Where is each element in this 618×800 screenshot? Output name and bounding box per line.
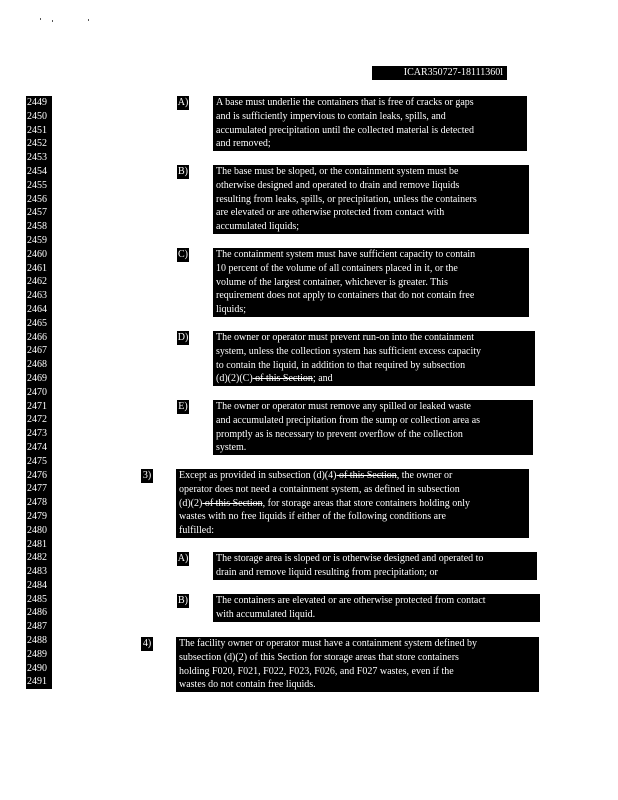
text-line: wastes do not contain free liquids. (179, 679, 316, 691)
para-label-3b: B) (178, 595, 188, 606)
page-header-citation: ICAR350727-18111360l (372, 66, 507, 80)
paragraph-a (213, 96, 527, 151)
line-number: 2451 (27, 124, 47, 136)
struck-text: of this Section (336, 470, 397, 481)
para-label-e: E) (178, 401, 188, 412)
text-line: with accumulated liquid. (216, 608, 316, 620)
text-line: to contain the liquid, in addition to that required by subsection (216, 359, 466, 371)
line-number: 2472 (27, 414, 47, 426)
line-number: 2480 (27, 524, 47, 536)
text-line: holding F020, F021, F022, F023, F026, and F027 wastes, even if the (179, 665, 454, 677)
line-number: 2462 (27, 276, 47, 288)
text-line: The base must be sloped, or the containment system must be (216, 166, 459, 177)
line-number: 2457 (27, 207, 47, 219)
paragraph-c (213, 248, 529, 317)
line-number: 2459 (27, 234, 47, 246)
line-number: 2471 (27, 400, 47, 412)
line-number: 2483 (27, 566, 47, 578)
text-line: accumulated liquids; (216, 221, 300, 233)
scan-speck (40, 18, 41, 20)
text-line: resulting from leaks, spills, or precipitation, unless the containers (216, 193, 477, 205)
text-line: and is sufficiently impervious to contain leaks, spills, and (216, 110, 446, 122)
line-number: 2469 (27, 372, 47, 384)
struck-text: of this Section (252, 373, 313, 385)
line-number: 2465 (27, 317, 47, 329)
line-number: 2456 (27, 193, 47, 205)
line-number: 2487 (27, 621, 47, 633)
paragraph-3a (213, 552, 537, 580)
line-number: 2489 (27, 648, 47, 660)
line-number: 2482 (27, 552, 47, 564)
text-line: The owner or operator must remove any spilled or leaked waste (216, 401, 471, 412)
text-line: and removed; (216, 138, 271, 150)
line-number: 2467 (27, 345, 47, 357)
line-number: 2488 (27, 635, 47, 647)
text-line: The owner or operator must prevent run-on into the containment (216, 332, 474, 343)
text-fragment: (d)(2)(C) (216, 373, 253, 385)
para-label-d: D) (177, 332, 189, 343)
text-line: and accumulated precipitation from the sump or collection area as (216, 414, 481, 426)
text-fragment: (d)(2) (179, 497, 203, 509)
para-label-b: B) (178, 166, 188, 177)
line-number: 2477 (27, 483, 47, 495)
line-number: 2491 (27, 676, 47, 688)
line-number: 2466 (27, 331, 47, 343)
para-label-c: C) (178, 249, 188, 260)
text-line: system, unless the collection system has sufficient excess capacity (216, 345, 482, 357)
para-label-a: A) (177, 97, 189, 108)
text-line: liquids; (216, 304, 247, 316)
text-fragment: Except as provided in subsection (d)(4) (179, 470, 337, 481)
line-number: 2485 (27, 593, 47, 605)
line-number: 2486 (27, 607, 47, 619)
text-line: otherwise designed and operated to drain and remove liquids (216, 179, 460, 191)
scan-specks (40, 16, 100, 24)
line-number: 2478 (27, 497, 47, 509)
text-line: volume of the largest container, whichever is greater. This (216, 276, 448, 288)
text-line (179, 469, 526, 483)
text-line: system. (216, 442, 247, 454)
line-number: 2475 (27, 455, 47, 467)
line-number: 2463 (27, 290, 47, 302)
text-line: fulfilled: (179, 525, 214, 537)
line-number-column (26, 96, 52, 689)
para-label-3: 3) (142, 470, 152, 481)
line-number: 2460 (27, 248, 47, 260)
paragraph-4 (176, 637, 539, 692)
para-label-4: 4) (142, 638, 152, 649)
text-line: The facility owner or operator must have a containment system defined by (179, 638, 477, 649)
text-line (179, 497, 526, 511)
text-line: promptly as is necessary to prevent overflow of the collection (216, 428, 463, 440)
paragraph-e (213, 400, 533, 455)
line-number: 2476 (27, 469, 47, 481)
line-number: 2452 (27, 138, 47, 150)
text-line (216, 372, 532, 386)
line-number: 2479 (27, 510, 47, 522)
text-line: subsection (d)(2) of this Section for storage areas that store containers (179, 651, 459, 663)
text-line: The containers are elevated or are otherwise protected from contact (216, 595, 486, 606)
line-number: 2453 (27, 152, 47, 164)
text-line: requirement does not apply to containers that do not contain free (216, 290, 475, 302)
line-number: 2481 (27, 538, 47, 550)
paragraph-d (213, 331, 535, 386)
line-number: 2484 (27, 579, 47, 591)
text-fragment: , for storage areas that store containers holding only (262, 497, 471, 509)
line-number: 2464 (27, 303, 47, 315)
text-line: 10 percent of the volume of all containers placed in it, or the (216, 262, 458, 274)
text-line: are elevated or are otherwise protected from contact with (216, 207, 445, 219)
text-line: accumulated precipitation until the collected material is detected (216, 124, 474, 136)
text-line: The storage area is sloped or is otherwise designed and operated to (216, 553, 484, 564)
scan-speck (52, 20, 53, 22)
text-line: operator does not need a containment system, as defined in subsection (179, 483, 460, 495)
para-label-3a: A) (177, 553, 189, 564)
line-number: 2470 (27, 386, 47, 398)
line-number: 2490 (27, 662, 47, 674)
paragraph-b (213, 165, 529, 234)
line-number: 2455 (27, 179, 47, 191)
text-fragment: , the owner or (396, 470, 453, 481)
text-line: The containment system must have sufficient capacity to contain (216, 249, 476, 260)
paragraph-3b (213, 594, 540, 622)
text-line: drain and remove liquid resulting from precipitation; or (216, 566, 438, 578)
struck-text: of this Section (202, 497, 263, 509)
line-number: 2474 (27, 441, 47, 453)
text-line: wastes with no free liquids if either of the following conditions are (179, 511, 446, 523)
scan-speck (88, 19, 89, 21)
line-number: 2454 (27, 165, 47, 177)
line-number: 2458 (27, 221, 47, 233)
line-number: 2461 (27, 262, 47, 274)
line-number: 2450 (27, 110, 47, 122)
line-number: 2473 (27, 428, 47, 440)
text-fragment: ; and (312, 373, 333, 385)
line-number: 2449 (27, 97, 47, 108)
text-line: A base must underlie the containers that is free of cracks or gaps (216, 97, 474, 108)
paragraph-3 (176, 469, 529, 538)
line-number: 2468 (27, 359, 47, 371)
